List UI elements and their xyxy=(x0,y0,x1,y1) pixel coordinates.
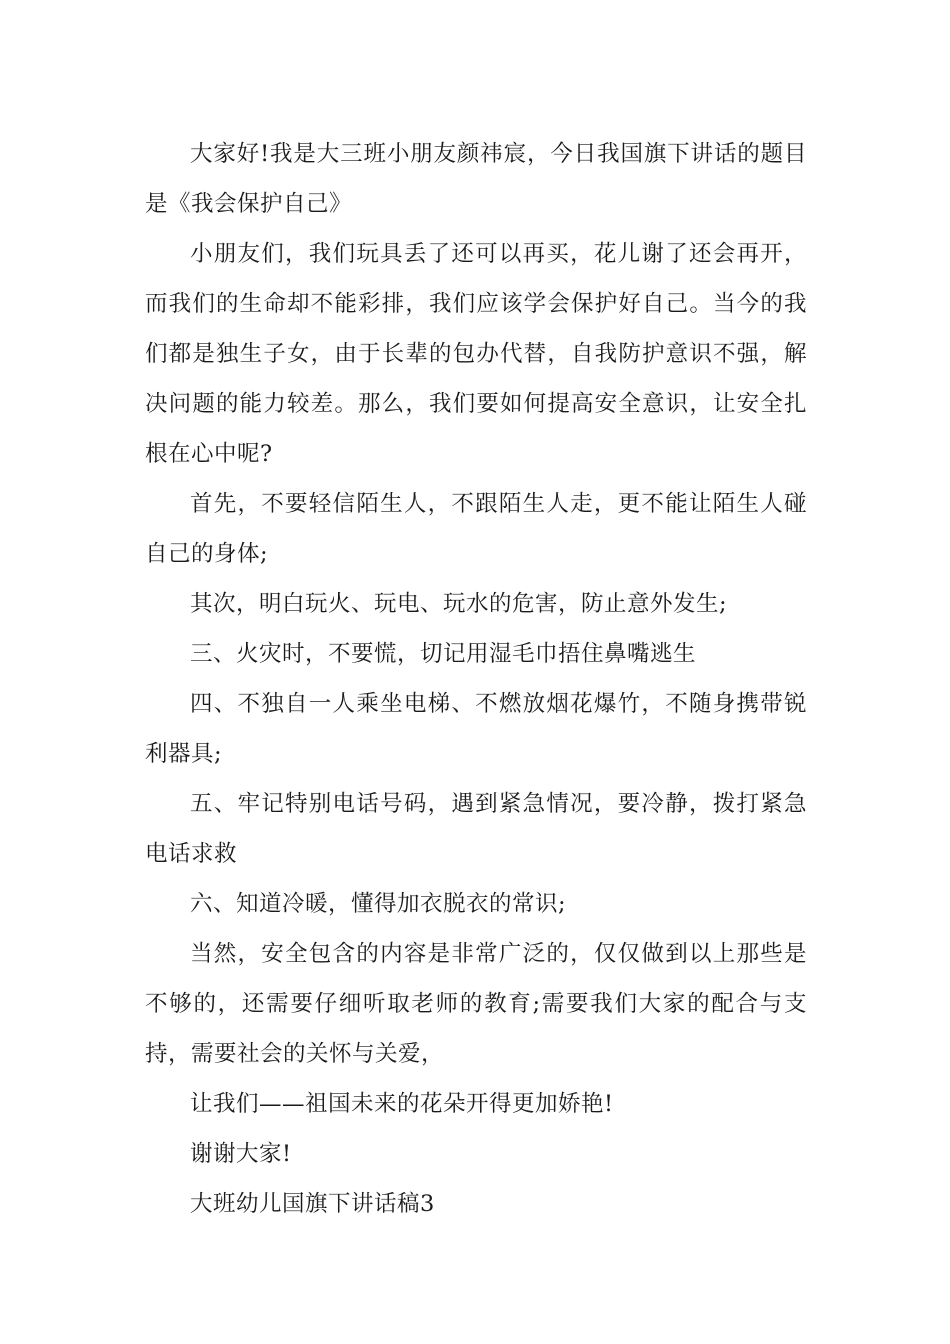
paragraph-fourth-rule: 四、不独自一人乘坐电梯、不燃放烟花爆竹，不随身携带锐利器具; xyxy=(145,691,807,767)
paragraph-closing-wish: 让我们——祖国未来的花朵开得更加娇艳! xyxy=(190,1091,614,1117)
paragraph-fifth-rule: 五、牢记特别电话号码，遇到紧急情况，要冷静，拨打紧急电话求救 xyxy=(145,791,807,867)
paragraph-greeting: 大家好!我是大三班小朋友颜祎宸，今日我国旗下讲话的题目是《我会保护自己》 xyxy=(145,141,807,217)
paragraph-second-rule: 其次，明白玩火、玩电、玩水的危害，防止意外发生; xyxy=(190,591,728,617)
paragraph-sixth-rule: 六、知道冷暖，懂得加衣脱衣的常识; xyxy=(190,891,567,917)
paragraph-conclusion: 当然，安全包含的内容是非常广泛的，仅仅做到以上那些是不够的，还需要仔细听取老师的教育;需要我们大家的配合与支持，需要社会的关怀与关爱， xyxy=(145,941,807,1067)
section-heading: 大班幼儿国旗下讲话稿3 xyxy=(190,1191,435,1217)
paragraph-thanks: 谢谢大家! xyxy=(190,1141,292,1167)
paragraph-intro: 小朋友们，我们玩具丢了还可以再买，花儿谢了还会再开，而我们的生命却不能彩排，我们应该学会保护好自己。当今的我们都是独生子女，由于长辈的包办代替，自我防护意识不强，解决问题的能力较差。那么，我们要如何提高安全意识，让安全扎根在心中呢? xyxy=(145,241,807,467)
document-body xyxy=(145,129,807,1229)
paragraph-first-rule: 首先，不要轻信陌生人，不跟陌生人走，更不能让陌生人碰自己的身体; xyxy=(145,491,807,567)
paragraph-third-rule: 三、火灾时，不要慌，切记用湿毛巾捂住鼻嘴逃生 xyxy=(190,641,697,667)
